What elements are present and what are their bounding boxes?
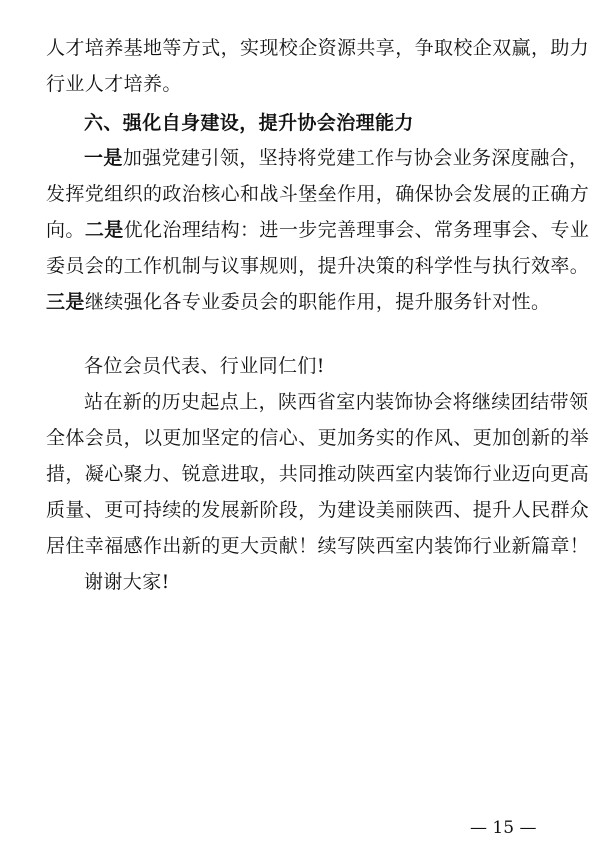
heading-text: 六、强化自身建设，提升协会治理能力 xyxy=(84,112,414,134)
section-heading xyxy=(84,111,558,135)
text-line xyxy=(46,498,590,522)
closing-line xyxy=(84,570,558,594)
text-line xyxy=(46,290,558,314)
keyword: 三是 xyxy=(46,291,85,313)
page-number: — 15 — xyxy=(470,818,537,838)
text-line xyxy=(46,426,590,450)
text-line xyxy=(84,146,589,170)
text: 继续强化各专业委员会的职能作用，提升服务针对性。 xyxy=(84,291,551,313)
greeting-line xyxy=(84,354,558,378)
text: 优化治理结构：进一步完善理事会、常务理事会、专业 xyxy=(123,219,590,241)
text-line xyxy=(46,534,590,558)
text: 发挥党组织的政治核心和战斗堡垒作用，确保协会发展的正确方 xyxy=(46,183,590,205)
text-line xyxy=(46,218,590,242)
keyword: 一是 xyxy=(84,147,123,169)
text: 加强党建引领，坚持将党建工作与协会业务深度融合， xyxy=(122,147,589,169)
text-line xyxy=(46,36,590,60)
keyword: 二是 xyxy=(84,219,124,241)
text: 行业人才培养。 xyxy=(46,73,182,95)
text-line xyxy=(46,254,590,278)
text-line xyxy=(84,390,589,414)
text: 委员会的工作机制与议事规则，提升决策的科学性与执行效率。 xyxy=(46,255,590,277)
text: 站在新的历史起点上，陕西省室内装饰协会将继续团结带领 xyxy=(84,391,589,413)
text: 各位会员代表、行业同仁们! xyxy=(84,355,325,377)
text: 措，凝心聚力、锐意进取，共同推动陕西室内装饰行业迈向更高 xyxy=(46,463,590,485)
text: 向。 xyxy=(46,219,85,241)
text: 人才培养基地等方式，实现校企资源共享，争取校企双赢，助力 xyxy=(46,37,590,59)
text: 全体会员，以更加坚定的信心、更加务实的作风、更加创新的举 xyxy=(46,427,590,449)
text: 谢谢大家! xyxy=(84,571,170,593)
text-line xyxy=(46,72,558,96)
text: 质量、更可持续的发展新阶段，为建设美丽陕西、提升人民群众 xyxy=(46,499,590,521)
text-line xyxy=(46,182,590,206)
text-line xyxy=(46,462,590,486)
text: 居住幸福感作出新的更大贡献！续写陕西室内装饰行业新篇章！ xyxy=(46,535,590,557)
